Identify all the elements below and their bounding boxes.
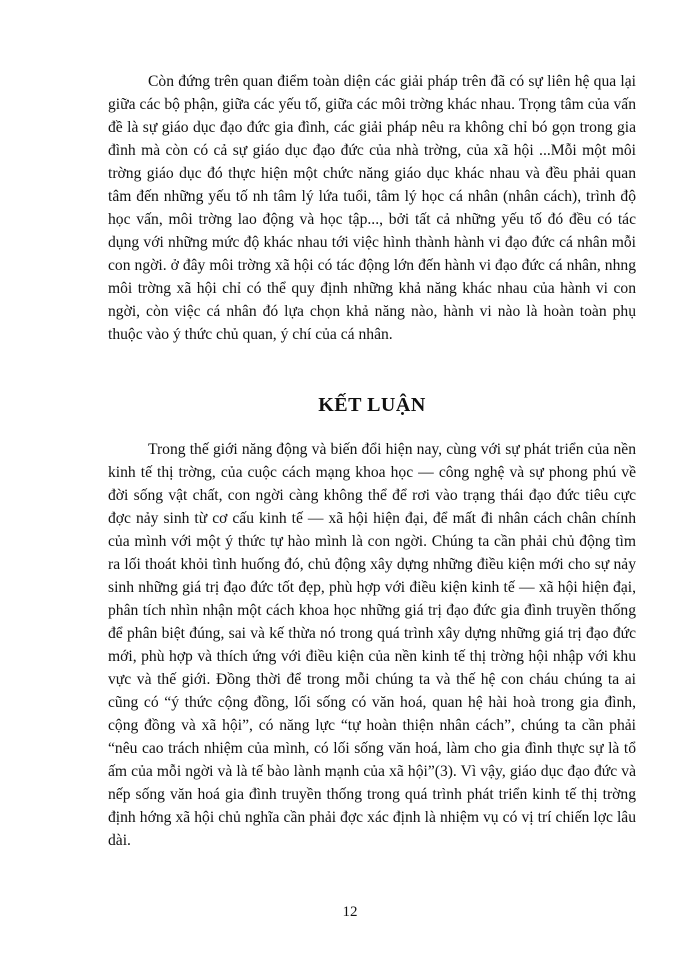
body-paragraph-2: Trong thế giới năng động và biến đổi hiện nay, cùng với sự phát triển của nền kinh tế thị trờng, của cuộc cách mạng khoa học — công nghệ và sự phong phú về đời sống vật chất, con ngời càng không thể để rơi vào trạng thái đạo đức tiêu cực đợc nảy sinh từ cơ cấu kinh tế — xã hội hiện đại, để mất đi nhân cách chân chính của mình với một ý thức tự hào mình là con ngời. Chúng ta cần phải chủ động tìm ra lối thoát khỏi tình huống đó, chủ động xây dựng những điều kiện mới cho sự nảy sinh những giá trị đạo đức tốt đẹp, phù hợp với điều kiện kinh tế — xã hội hiện đại, phân tích nhìn nhận một cách khoa học những giá trị đạo đức gia đình truyền thống để phân biệt đúng, sai và kế thừa nó trong quá trình xây dựng những giá trị đạo đức mới, phù hợp và thích ứng với điều kiện của nền kinh tế thị trờng hội nhập với khu vực và thế giới. Đồng thời để trong mỗi chúng ta và thế hệ con cháu chúng ta ai cũng có “ý thức cộng đồng, lối sống có văn hoá, quan hệ hài hoà trong gia đình, cộng đồng và xã hội”, có năng lực “tự hoàn thiện nhân cách”, chúng ta cần phải “nêu cao trách nhiệm của mình, có lối sống văn hoá, làm cho gia đình thực sự là tổ ấm của mỗi ngời và là tế bào lành mạnh của xã hội”(3). Vì vậy, giáo dục đạo đức và nếp sống văn hoá gia đình truyền thống trong quá trình phát triển kinh tế thị trờng định hớng xã hội chủ nghĩa cần phải đợc xác định là nhiệm vụ có vị trí chiến lợc lâu dài. [108, 441, 636, 849]
page-number: 12 [342, 904, 358, 920]
section-heading: KẾT LUẬN [318, 394, 426, 416]
body-paragraph-1: Còn đứng trên quan điểm toàn diện các giải pháp trên đã có sự liên hệ qua lại giữa các bộ phận, giữa các yếu tố, giữa các môi trờng khác nhau. Trọng tâm của vấn đề là sự giáo dục đạo đức gia đình, các giải pháp nêu ra không chỉ bó gọn trong gia đình mà còn có cả sự giáo dục đạo đức của nhà trờng, của xã hội ...Mỗi một môi trờng giáo dục đó thực hiện một chức năng giáo dục khác nhau và đều phải quan tâm đến những yếu tố nh tâm lý lứa tuổi, tâm lý học cá nhân (nhân cách), trình độ học vấn, môi trờng lao động và học tập..., bởi tất cả những yếu tố đó đều có tác dụng với những mức độ khác nhau tới việc hình thành hành vi đạo đức cá nhân mỗi con ngời. ở đây môi trờng xã hội có tác động lớn đến hành vi đạo đức cá nhân, nhng môi trờng xã hội chỉ có thể quy định những khả năng khác nhau của hành vi con ngời, còn việc cá nhân đó lựa chọn khả năng nào, hành vi nào là hoàn toàn phụ thuộc vào ý thức chủ quan, ý chí của cá nhân. [108, 73, 636, 343]
